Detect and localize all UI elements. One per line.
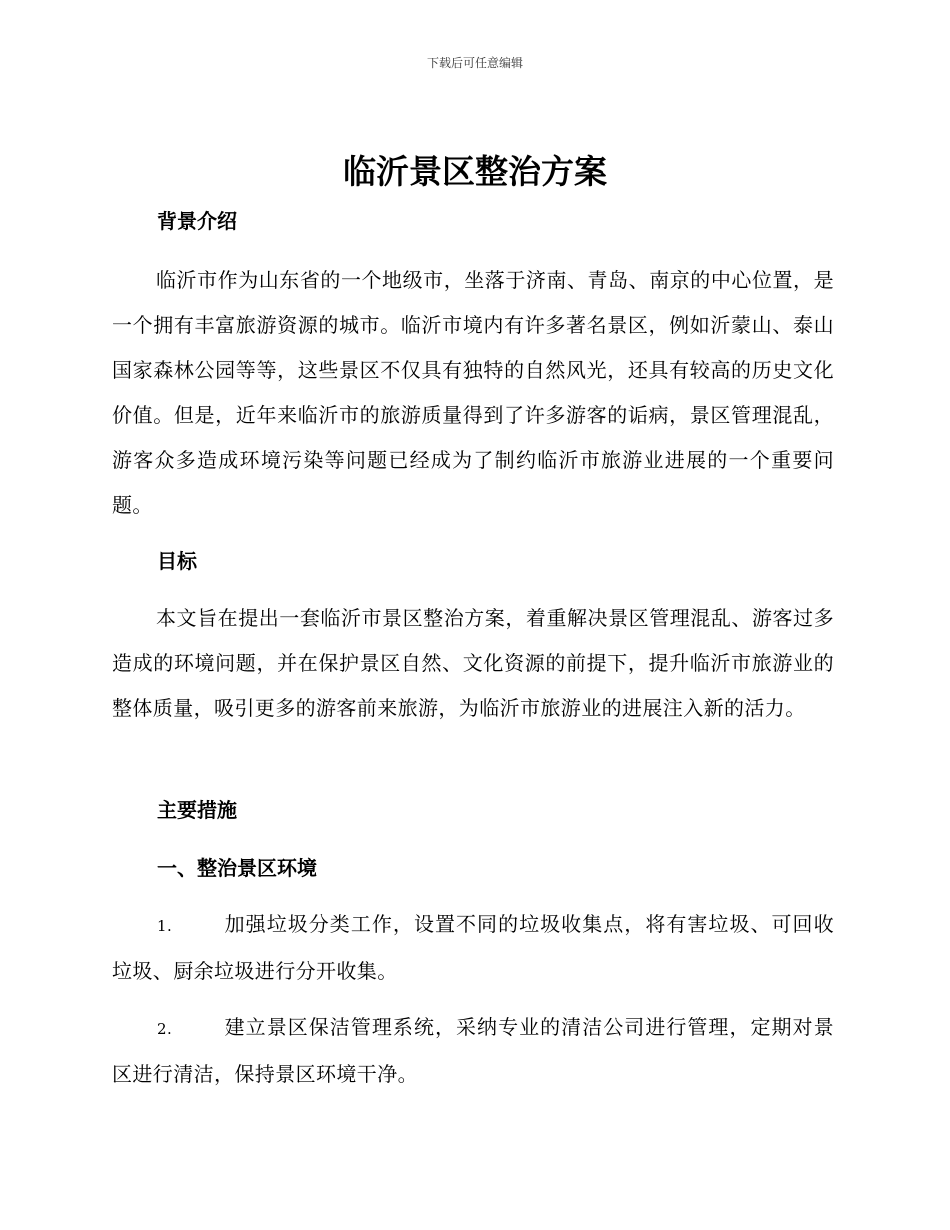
subheading-environment: 一、整治景区环境	[157, 856, 317, 880]
list-item	[112, 902, 834, 994]
list-number: 2.	[157, 1020, 173, 1038]
heading-measures: 主要措施	[157, 798, 237, 822]
list-item-text: 建立景区保洁管理系统，采纳专业的清洁公司进行管理，定期对景区进行清洁，保持景区环境干净。	[112, 1015, 834, 1086]
heading-background: 背景介绍	[157, 209, 237, 233]
heading-goal: 目标	[157, 549, 197, 573]
list-number: 1.	[157, 917, 173, 935]
list-item	[112, 1005, 834, 1097]
document-title: 临沂景区整治方案	[343, 152, 607, 191]
paragraph-goal: 本文旨在提出一套临沂市景区整治方案，着重解决景区管理混乱、游客过多造成的环境问题，并在保护景区自然、文化资源的前提下，提升临沂市旅游业的整体质量，吸引更多的游客前来旅游，为临沂市旅游业的进展注入新的活力。	[112, 606, 834, 720]
header-note: 下载后可任意编辑	[426, 56, 523, 70]
list-item-text: 加强垃圾分类工作，设置不同的垃圾收集点，将有害垃圾、可回收垃圾、厨余垃圾进行分开收集。	[112, 912, 834, 983]
paragraph-background: 临沂市作为山东省的一个地级市，坐落于济南、青岛、南京的中心位置，是一个拥有丰富旅游资源的城市。临沂市境内有许多著名景区，例如沂蒙山、泰山国家森林公园等等，这些景区不仅具有独特的自然风光，还具有较高的历史文化价值。但是，近年来临沂市的旅游质量得到了许多游客的诟病，景区管理混乱，游客众多造成环境污染等问题已经成为了制约临沂市旅游业进展的一个重要问题。	[112, 268, 834, 517]
